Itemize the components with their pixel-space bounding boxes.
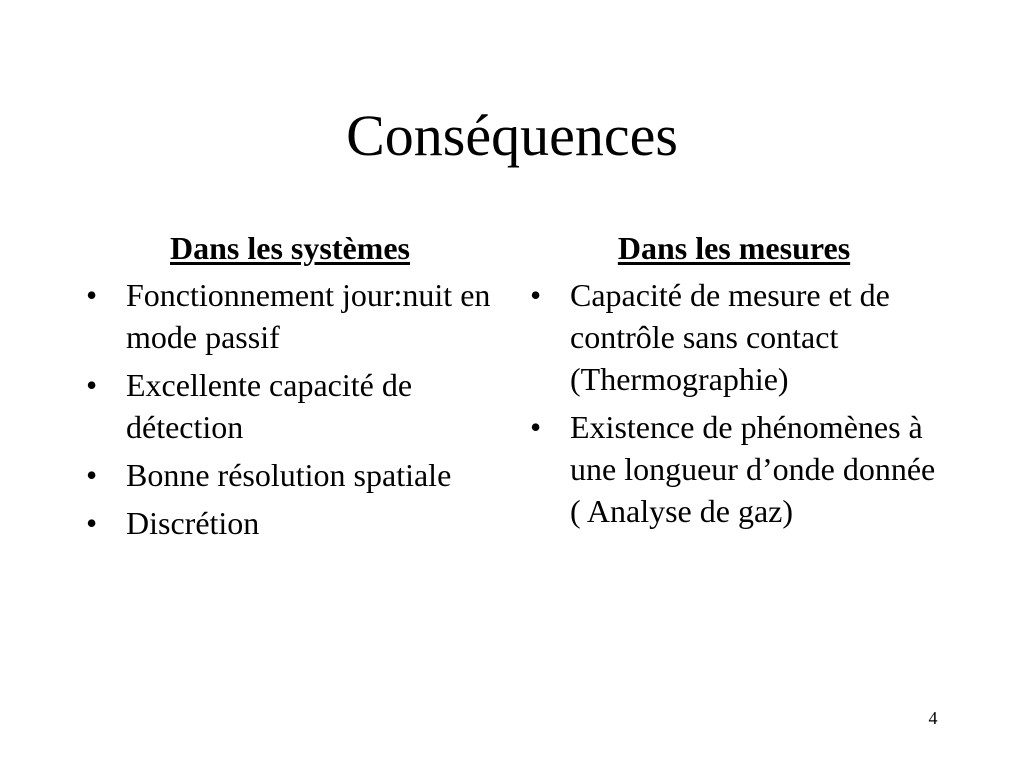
list-item [528, 406, 938, 532]
right-column [528, 226, 938, 538]
list-item [84, 502, 504, 544]
left-bullet-list [84, 274, 504, 544]
right-column-heading: Dans les mesures [617, 230, 851, 266]
bullet-icon: • [86, 505, 98, 541]
list-item [84, 274, 504, 358]
left-column-heading: Dans les systèmes [170, 230, 410, 266]
list-item-label: Fonctionnement jour:nuit en mode passif [126, 277, 491, 355]
list-item-label: Capacité de mesure et de contrôle sans contact (Thermographie) [570, 277, 890, 397]
slide-title: Conséquences [346, 103, 678, 168]
list-item-label: Existence de phénomènes à une longueur d’onde donnée ( Analyse de gaz) [570, 409, 936, 529]
list-item [84, 364, 504, 448]
bullet-icon: • [530, 277, 542, 313]
page-number: 4 [928, 708, 938, 728]
bullet-icon: • [530, 409, 542, 445]
bullet-icon: • [86, 457, 98, 493]
list-item [84, 454, 504, 496]
left-column [84, 226, 504, 550]
list-item-label: Bonne résolution spatiale [126, 457, 452, 493]
bullet-icon: • [86, 277, 98, 313]
list-item [528, 274, 938, 400]
bullet-icon: • [86, 367, 98, 403]
list-item-label: Excellente capacité de détection [126, 367, 413, 445]
right-bullet-list [528, 274, 938, 532]
list-item-label: Discrétion [126, 505, 260, 541]
